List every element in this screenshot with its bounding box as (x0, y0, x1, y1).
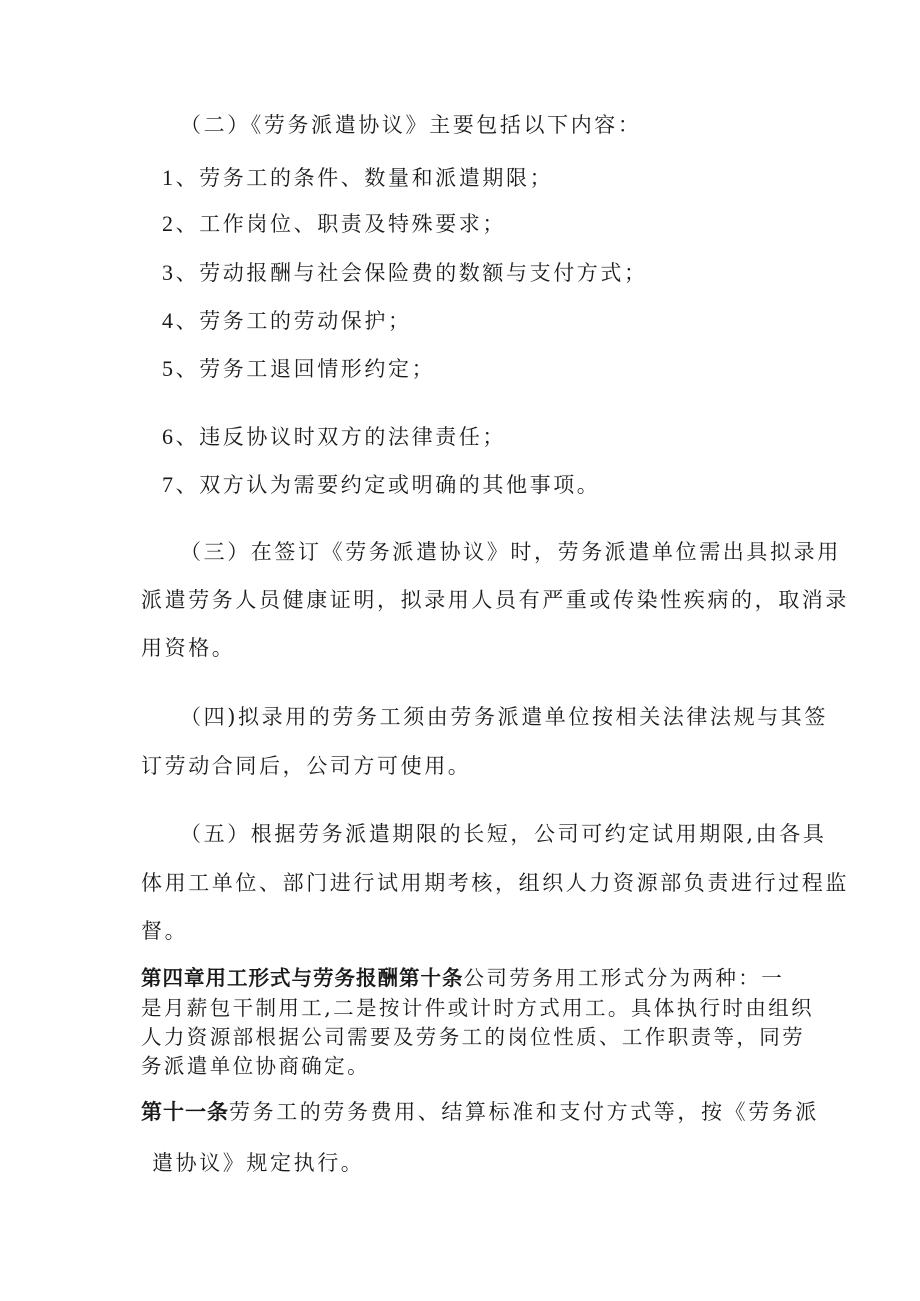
chapter-4-line-3: 人力资源部根据公司需要及劳务工的岗位性质、工作职责等，同劳 (141, 1025, 806, 1049)
chapter-4-heading: 第四章用工形式与劳务报酬第十条 (141, 966, 464, 990)
list-text: 、违反协议时双方的法律责任； (175, 425, 507, 449)
list-text: 、劳务工退回情形约定； (175, 357, 436, 381)
chapter-4-line-2: 是月薪包干制用工,二是按计件或计时方式用工。具体执行时由组织 (141, 996, 815, 1020)
list-number: 1 (162, 165, 176, 190)
list-item (162, 262, 648, 284)
article-10-text: 公司劳务用工形式分为两种：一 (463, 966, 785, 990)
list-text: 、双方认为需要约定或明确的其他事项。 (175, 473, 601, 497)
section-4-line-1: （四)拟录用的劳务工须由劳务派遣单位按相关法律法规与其签 (180, 705, 828, 729)
section-5-line-2: 体用工单位、部门进行试用期考核，组织人力资源部负责进行过程监 (141, 871, 849, 895)
list-item (162, 358, 435, 380)
list-item (162, 426, 506, 448)
list-item (162, 213, 506, 235)
article-11-text: 劳务工的劳务费用、结算标准和支付方式等，按《劳务派 (229, 1100, 819, 1124)
section-3-line-1: （三）在签订《劳务派遣协议》时，劳务派遣单位需出具拟录用 (180, 540, 841, 564)
list-item (162, 310, 412, 332)
section-5-line-3: 督。 (141, 919, 189, 943)
chapter-4-line-4: 务派遣单位协商确定。 (141, 1054, 370, 1078)
list-text: 、工作岗位、职责及特殊要求； (175, 212, 507, 236)
list-item (162, 167, 553, 189)
section-3-line-3: 用资格。 (141, 636, 236, 660)
list-text: 、劳动报酬与社会保险费的数额与支付方式； (175, 261, 648, 285)
list-number: 5 (162, 356, 176, 381)
section-2-heading: （二）《劳务派遣协议》主要包括以下内容： (180, 113, 642, 137)
article-11-heading: 第十一条 (141, 1100, 229, 1124)
section-5-line-1: （五）根据劳务派遣期限的长短，公司可约定试用期限,由各具 (180, 822, 827, 846)
section-4-line-2: 订劳动合同后，公司方可使用。 (141, 754, 472, 778)
section-3-line-2: 派遣劳务人员健康证明，拟录用人员有严重或传染性疾病的，取消录 (141, 588, 849, 612)
article-11-line-1 (141, 1102, 819, 1123)
list-item (162, 474, 600, 496)
article-11-line-2: 遣协议》规定执行。 (152, 1151, 365, 1175)
list-number: 4 (162, 308, 176, 333)
list-text: 、劳务工的劳动保护； (175, 309, 412, 333)
list-number: 6 (162, 424, 176, 449)
list-text: 、劳务工的条件、数量和派遣期限； (175, 166, 554, 190)
list-number: 2 (162, 211, 176, 236)
list-number: 3 (162, 260, 176, 285)
list-number: 7 (162, 472, 176, 497)
chapter-4-line-1 (141, 968, 784, 989)
